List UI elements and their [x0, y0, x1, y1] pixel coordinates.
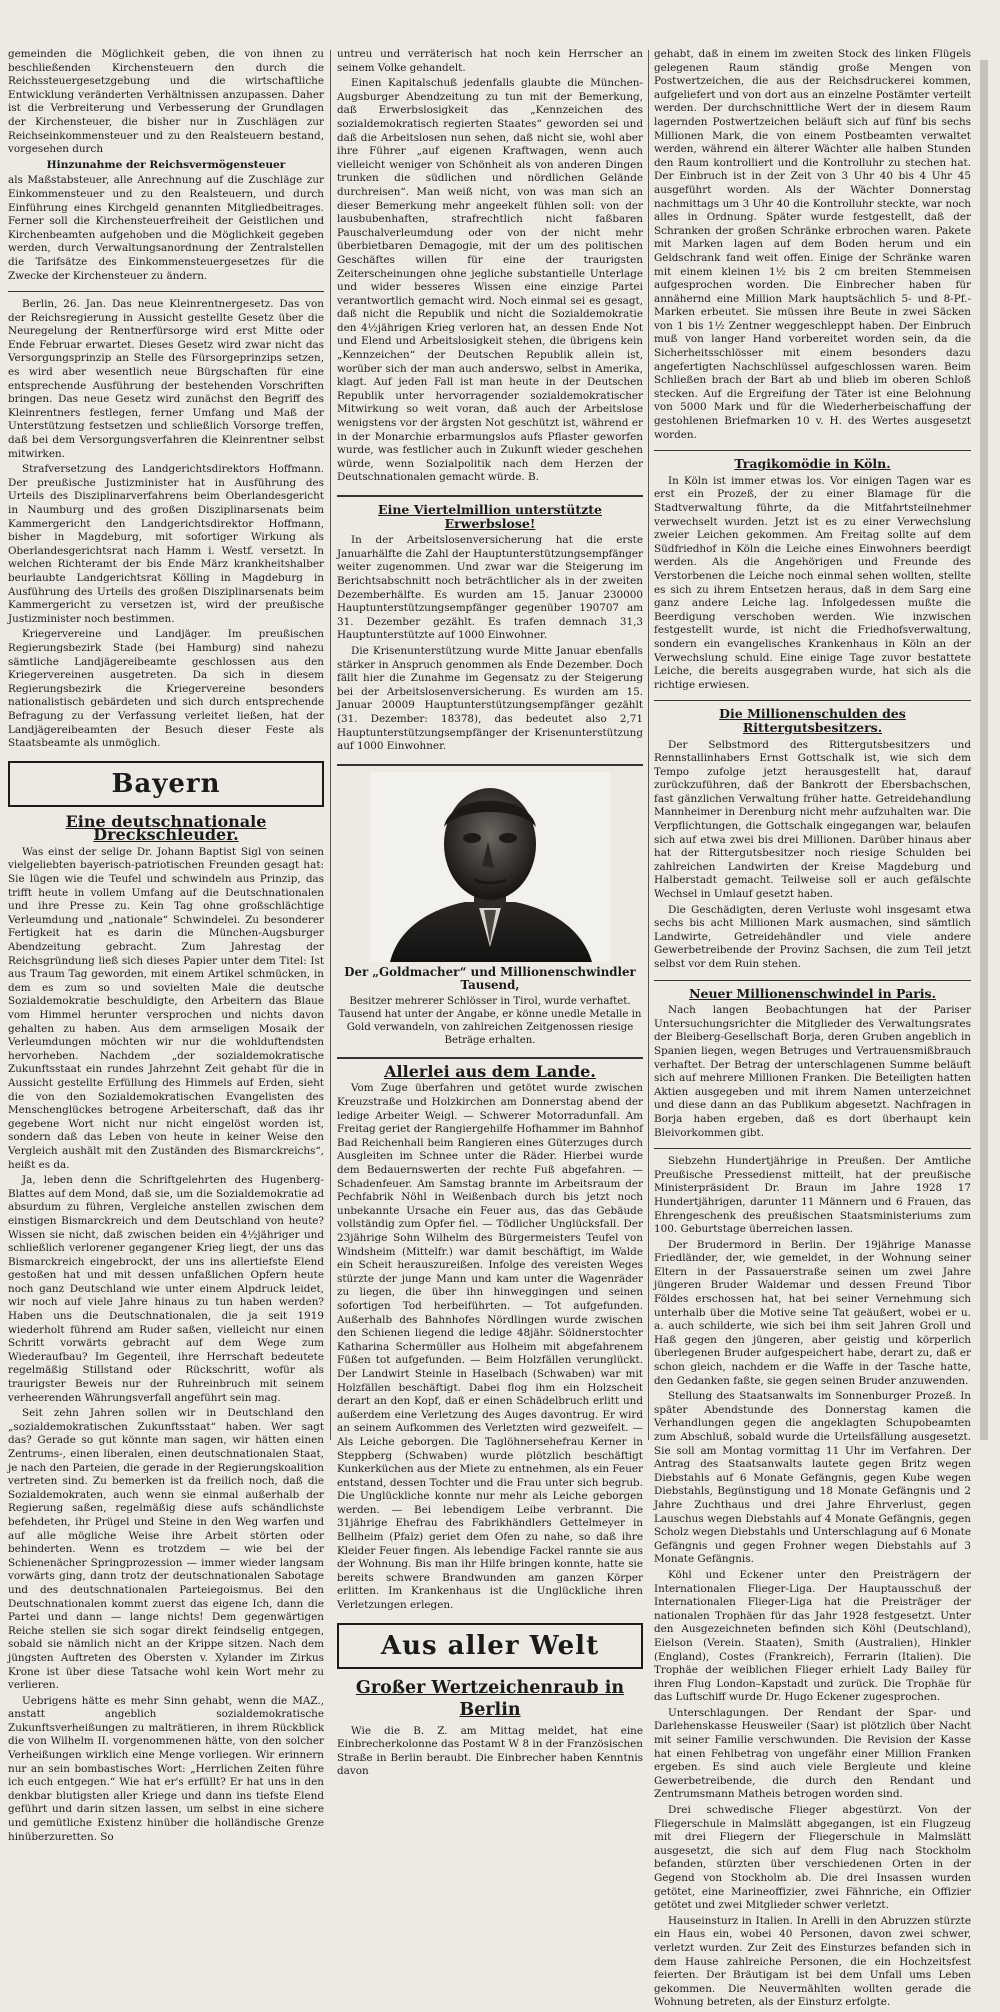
- article-text: Nach langen Beobachtungen hat der Pariser Untersuchungsrichter die Mitglieder des Verwaltungsrates der Bleiberg-Gesellschaft Borja, deren Gruben angeblich in Spanien liegen, wegen Betruges und Vertrauensmißbrauch verhaftet. Der Betrag der unterschlagenen Summe beläuft sich auf mehrere Millionen Franken. Die Beteiligten hatten Aktien ausgegeben und mit ihrem Namen unterzeichnet und diese dann an das Publikum abgesetzt. Nachfragen in Borja haben ergeben, daß es dort überhaupt kein Bleivorkommen gibt.: [654, 1004, 971, 1139]
- portrait-illustration: [370, 772, 610, 962]
- article-text: Die Krisenunterstützung wurde Mitte Januar ebenfalls stärker in Anspruch genommen als Ende Dezember. Doch fällt hier die Zunahme im Gegensatz zu der Steigerung bei der Arbeitslosenversicherung. Es wurden am 15. Januar 20009 Hauptunterstützungsempfänger gezählt (31. Dezember: 18378), das bedeutet also 2,71 Hauptunterstützungsempfänger der Krisenunterstützung auf 1000 Einwohner.: [337, 644, 643, 753]
- article-text: Seit zehn Jahren sollen wir in Deutschland den „sozialdemokratischen Zukunftsstaat“ haben. Wer sagt das? Gerade so gut könnte man sagen, wir hätten einen Zentrums-, einen liberalen, einen deutschnationalen Staat, je nach den Parteien, die gerade in der Regierungskoalition vertreten sind. Zu bemerken ist da freilich noch, daß die Sozialdemokraten, auch wenn sie einmal außerhalb der Regierung saßen, regelmäßig diese aufs schändlichste befehdeten, ihr Prügel und Steine in den Weg warfen und auf alle mögliche Weise ihre Arbeit störten oder behinderten. Wenn es trotzdem — wie bei der Schienenächer Springprozession — immer wieder langsam vorwärts ging, dann trotz der deutschnationalen Sabotage und des deutschnationalen Parteiegoismus. Bei den Deutschnationalen kommt zuerst das eigene Ich, dann die Partei und dann — lange nichts! Dem gegenwärtigen Reiche stellen sie sich sogar direkt feindselig entgegen, sobald sie nämlich nicht an der Krippe sitzen. Nach dem jüngsten Auftreten des Obersten v. Xylander im Zirkus Krone ist über diese Tatsache wohl kein Wort mehr zu verlieren.: [8, 1407, 324, 1692]
- article-text: gehabt, daß in einem im zweiten Stock des linken Flügels gelegenen Raum ständig große Mengen von Postwertzeichen, die aus der Reichsdruckerei kommen, aufgeliefert und von dort aus an einzelne Postämter verteilt werden. Der durchschnittliche Wert der in diesem Raum lagernden Postwertzeichen beläuft sich auf fünf bis sechs Millionen Mark, die von einem Postbeamten verwaltet werden, während ein älterer Wächter alle halben Stunden den Raum kontrolliert und die Kontrolluhr zu stechen hat. Der Einbruch ist in der Zeit von 3 Uhr 40 bis 4 Uhr 45 ausgeführt worden. Als der Wächter Donnerstag nachmittags um 3 Uhr 40 die Kontrolluhr steckte, war noch alles in Ordnung. Später wurde festgestellt, daß der Schranken der großen Schränke erbrochen waren. Pakete mit Marken lagen auf dem Boden herum und ein Geldschrank fand weit offen. Einige der Schränke waren mit einem kleinen 1½ bis 2 cm breiten Stemmeisen aufgesprochen worden. Die Einbrecher haben für annähernd eine Million Mark hauptsächlich 5- und 8-Pf.-Marken erbeutet. Sie müssen ihre Beute in zwei Säcken von 1 bis 1½ Zentner weggeschleppt haben. Der Einbruch muß von langer Hand vorbereitet worden sein, da die Sicherheitsschlösser mit einem besonders dazu angefertigten Nachschlüssel aufgeschlossen waren. Beim Schließen brach der Bart ab und blieb im oberen Schloß stecken. Auf die Ergreifung der Täter ist eine Belohnung von 5000 Mark und für die Wiederherbeischaffung der gestohlenen Briefmarken 10 v. H. des Wertes ausgesetzt worden.: [654, 48, 971, 441]
- article-text: In der Arbeitslosenversicherung hat die erste Januarhälfte die Zahl der Hauptunterstützungsempfänger weiter zugenommen. Und zwar war die Steigerung im Berichtsabschnitt noch beträchtlicher als in der zweiten Dezemberhälfte. Es wurden am 15. Januar 230000 Hauptunterstützungsempfänger gegenüber 190707 am 31. Dezember gezählt. Es trafen demnach 31,3 Hauptunterstützte auf 1000 Einwohner.: [337, 534, 643, 642]
- article-text: Vom Zuge überfahren und getötet wurde zwischen Kreuzstraße und Holzkirchen am Donnerstag abend der ledige Arbeiter Weigl. — Schwerer Motorradunfall. Am Freitag geriet der Rangiergehilfe Hofhammer im Bahnhof Bad Reichenhall beim Rangieren eines Güterzuges durch Ausgleiten im Schnee unter die Räder. Hierbei wurde dem Bedauernswerten der rechte Fuß abgefahren. — Schadenfeuer. Am Samstag brannte im Arbeitsraum der Pechfabrik Nöhl in Weißenbach durch bis jetzt noch unbekannte Ursache ein Feuer aus, das das Gebäude vollständig zum Opfer fiel. — Tödlicher Unglücksfall. Der 23jährige Sohn Wilhelm des Bürgermeisters Teufel von Windsheim (Mittelfr.) war damit beschäftigt, im Walde ein Scheit herauszureißen. Infolge des vereisten Weges stürzte der junge Mann und kam unter die Wagenräder zu liegen, die über ihn hinweggingen und seinen sofortigen Tod herbeiführten. — Tot aufgefunden. Außerhalb des Bahnhofes Nördlingen wurde zwischen den Schienen liegend die ledige 48jähr. Söldnerstochter Katharina Schermüller aus Holheim mit abgefahrenem Füßen tot aufgefunden. — Beim Holzfällen verunglückt. Der Landwirt Steinle in Haselbach (Schwaben) war mit Holzfällen beschäftigt. Dabei flog ihm ein Holzscheit derart an den Kopf, daß er einen Schädelbruch erlitt und außerdem eine Verletzung des Auges davontrug. Er wird an seinem Aufkommen des Verletzten wird gezweifelt. — Als Leiche geborgen. Die Taglöhnersehefrau Kerner in Steppberg (Schwaben) wurde plötzlich beschäftigt Kunkerküchen aus der Miete zu entnehmen, als ein Feuer entstand, dessen Tochter und die Frau unter sich begrub. Die Unglückliche konnte nur mehr als Leiche geborgen werden. — Bei lebendigem Leibe verbrannt. Die 31jährige Ehefrau des Fabrikhändlers Gettelmeyer in Bellheim (Pfalz) geriet dem Ofen zu nahe, so daß ihre Kleider Feuer fingen. Als lebendige Fackel rannte sie aus der Wohnung. Bis man ihr Hilfe bringen konnte, hatte sie bereits schwere Brandwunden am ganzen Körper erlitten. Im Krankenhaus ist die Unglückliche ihren Verletzungen erlegen.: [337, 1082, 643, 1612]
- article-text: Uebrigens hätte es mehr Sinn gehabt, wenn die MAZ., anstatt angeblich sozialdemokratische Zukunftsverheißungen zu malträtieren, in ihrem Rückblick die von Wilhelm II. vorgenommenen hätte, von den solcher Verheißungen wirklich eine Menge vorliegen. Wir erinnern nur an sein bombastisches Wort: „Herrlichen Zeiten führe ich euch entgegen.“ Wie hat er's erfüllt? Er hat uns in den denkbar blutigsten aller Kriege und dann ins tiefste Elend geführt und darin sitzen lassen, um selbst in eine sichere und gemütliche Existenz hinüber die holländische Grenze hinüberzuretten. So: [8, 1694, 324, 1843]
- article-text: Der Brudermord in Berlin. Der 19jährige Manasse Friedländer, der, wie gemeldet, in der Wohnung seiner Eltern in der Passauerstraße seinen um zwei Jahre jüngeren Bruder Waldemar und dessen Freund Tibor Földes erschossen hat, hat bei seiner Vernehmung sich unterhalb über die Motive seine Tat geäußert, wobei er u. a. auch schilderte, wie sich bei ihm seit Jahren Groll und Haß gegen den jüngeren, aber geistig und körperlich überlegenen Bruder aufgespeichert habe, derart zu, daß er schon gleich, nachdem er die Waffe in der Tasche hatte, den Gedanken faßte, sie gegen seinen Bruder anzuwenden.: [654, 1238, 971, 1387]
- column-rule: [330, 50, 331, 1440]
- column-left: [8, 48, 324, 1846]
- article-text: Köhl und Eckener unter den Preisträgern der Internationalen Flieger-Liga. Der Hauptausschuß der Internationalen Flieger-Liga hat die Preisträger der nationalen Trophäen für das Jahr 1928 festgesetzt. Unter den Ausgezeichneten befinden sich Köhl (Deutschland), Eielson (Verein. Staaten), Smith (Australien), Hinkler (England), Costes (Frankreich), Ferrarin (Italien). Die Trophäe der weiblichen Flieger erhielt Lady Bailey für ihren Flug London–Kapstadt und zurück. Die Trophäe für das Luftschiff wurde Dr. Hugo Eckener zugesprochen.: [654, 1568, 971, 1704]
- divider: [654, 980, 971, 981]
- article-text: Hauseinsturz in Italien. In Arelli in den Abruzzen stürzte ein Haus ein, wobei 40 Personen, davon zwei schwer, verletzt wurden. Zur Zeit des Einsturzes befanden sich in dem Hause zahlreiche Personen, die ein Hochzeitsfest feierten. Der Bräutigam ist bei dem Unfall ums Leben gekommen. Die Neuvermählten wollten gerade die Wohnung betreten, als der Einsturz erfolgte.: [654, 1914, 971, 2009]
- article-text: Die Geschädigten, deren Verluste wohl insgesamt etwa sechs bis acht Millionen Mark ausmachen, sind sämtlich Landwirte, Getreidehändler und viele andere Gewerbetreibende der Provinz Sachsen, die zum Teil jetzt selbst vor dem Ruin stehen.: [654, 903, 971, 970]
- divider: [337, 1057, 643, 1059]
- article-text: Der Selbstmord des Rittergutsbesitzers und Rennstallinhabers Ernst Gottschalk ist, wie sich dem Tempo zufolge jetzt herausgestellt hat, darauf zurückzuführen, daß der Bankrott der Ebersbachschen, fast gänzlichen Verwaltung früher hatte. Getreidehandlung Mannheimer in Derenburg nicht mehr aufzuhalten war. Die Verpflichtungen, die Gottschalk eingegangen war, belaufen sich auf etwa zwei bis drei Millionen. Darüber hinaus aber hat der Rittergutsbesitzer noch riesige Schulden bei zahlreichen Landwirten der Kreise Magdeburg und Halberstadt gemacht. Teilweise soll er auch gefälschte Wechsel in Umlauf gesetzt haben.: [654, 738, 971, 901]
- article-headline: Allerlei aus dem Lande.: [384, 1061, 596, 1081]
- article-text: Berlin, 26. Jan. Das neue Kleinrentnergesetz. Das von der Reichsregierung in Aussicht gestellte Gesetz über die Neuregelung der Rentnerfürsorge wird erst Mitte oder Ende Februar erwartet. Dieses Gesetz wird zwar nicht das Versorgungsprinzip an Stelle des Fürsorgeprinzips setzen, es wird aber wesentlich neue Bürgschaften für eine entsprechende Ausführung der bestehenden Vorschriften bringen. Das neue Gesetz wird zunächst den Begriff des Kleinrentners festlegen, ferner Umfang und Maß der Unterstützung festsetzen und schließlich Vorsorge treffen, daß bei dem Versorgungsverfahren die Kleinrentner selbst mitwirken.: [8, 298, 324, 460]
- section-box-bayern: Bayern: [8, 761, 324, 807]
- column-middle: [337, 48, 643, 1781]
- portrait-photo: [370, 772, 610, 962]
- article-text: Drei schwedische Flieger abgestürzt. Von der Fliegerschule in Malmslätt abgegangen, ist ein Flugzeug mit drei Fliegern der Fliegerschule in Malmslätt ausgesetzt, die sich auf dem Flug nach Stockholm befanden, stürzten über verschiedenen Orten in der Gegend von Stockholm ab. Die drei Insassen wurden getötet, eine Marineoffizier, zwei Fähnriche, ein Offizier getötet und zwei Mitglieder schwer verletzt.: [654, 1804, 971, 1912]
- section-box-aus-aller-welt: Aus aller Welt: [337, 1623, 643, 1669]
- column-right: [654, 48, 971, 2012]
- photo-caption: Besitzer mehrerer Schlösser in Tirol, wurde verhaftet. Tausend hat unter der Angabe, er könne unedle Metalle in Gold verwandeln, von zahlreichen Zeitgenossen riesige Beträge erhalten.: [338, 995, 642, 1046]
- article-headline: Eine deutschnationale Dreckschleuder.: [65, 811, 267, 845]
- article-headline: Die Millionenschulden des Rittergutsbesitzers.: [719, 706, 906, 735]
- divider: [654, 700, 971, 701]
- divider: [654, 1148, 971, 1149]
- article-text: Unterschlagungen. Der Rendant der Spar- und Darlehenskasse Heusweiler (Saar) ist plötzlich über Nacht mit seiner Familie verschwunden. Die Revision der Kasse hat einen Fehlbetrag von ungefähr einer Million Franken ergeben. Es sind auch viele Bergleute und kleine Gewerbetreibende, die durch den Rendant und Zentrumsmann Matheis betrogen worden sind.: [654, 1706, 971, 1801]
- divider: [337, 495, 643, 497]
- article-text: Wie die B. Z. am Mittag meldet, hat eine Einbrecherkolonne das Postamt W 8 in der Französischen Straße in Berlin beraubt. Die Einbrecher haben Kenntnis davon: [337, 1724, 643, 1778]
- article-headline: Neuer Millionenschwindel in Paris.: [689, 985, 936, 1001]
- column-rule: [648, 50, 649, 1440]
- subheading: Hinzunahme der Reichsvermögensteuer: [46, 158, 286, 171]
- divider: [8, 291, 324, 292]
- article-text: als Maßstabsteuer, alle Anrechnung auf die Zuschläge zur Einkommensteuer und zu den Realsteuern, und durch Einführung eines Kirchgeld genannten Mitgliedbeitrages. Ferner soll die Kirchensteuerfreiheit der Geistlichen und Kirchenbeamten aufgehoben und die Möglichkeit gegeben werden, durch Verwaltungsanordnung der Zentralstellen die Tarifsätze des Einkommensteuergesetzes für die Zwecke der Kirchensteuer zu ändern.: [8, 174, 324, 282]
- article-text: Einen Kapitalschuß jedenfalls glaubte die München-Augsburger Abendzeitung zu tun mit der Bemerkung, daß Erwerbslosigkeit das „Kennzeichen des sozialdemokratisch regierten Staates“ geworden sei und daß die Arbeitslosen nun sehen, daß nicht sie, wohl aber ihre Führer „auf eigenen Kraftwagen, wenn auch vielleicht weniger von Schönheit als von anderen Dingen trunken die südlichen und nördlichen Gelände durchreisen“. Man weiß nicht, von was man sich an dieser Bemerkung mehr angeekelt fühlen soll: von der lausbubenhaften, strafrechtlich nicht faßbaren Pauschalverleumdung oder von der nicht mehr überbietbaren Demagogie, mit der um des politischen Geschäftes willen für eine der traurigsten Zeiterscheinungen ohne jegliche substantielle Unterlage und wider besseres Wissen eine einzige Partei verantwortlich gemacht wird. Noch einmal sei es gesagt, daß nicht die Republik und nicht die Sozialdemokratie den 4½jährigen Krieg verloren hat, an dessen Ende Not und Elend und Arbeitslosigkeit stehen, die übrigens kein „Kennzeichen“ der Deutschen Republik allein ist, worüber sich der man auch anderswo, selbst in Amerika, klagt. Auf jeden Fall ist man heute in der Deutschen Republik unter hervorragender sozialdemokratischer Mitwirkung so weit voran, daß auch der Arbeitslose wenigstens vor der ärgsten Not geschützt ist, während er in der Monarchie erbarmungslos aufs Pflaster geworfen wurde, was festlicher auch in Zukunft wieder geschehen würde, wenn Sozialpolitik nach dem Herzen der Deutschnationalen gemacht würde. B.: [337, 77, 643, 484]
- article-text: gemeinden die Möglichkeit geben, die von ihnen zu beschließenden Kirchensteuern den durch die Reichssteuergesetzgebung und die wirtschaftliche Entwicklung veränderten Verhältnissen anzupassen. Daher ist die Verbreiterung und Verbesserung der Grundlagen der Kirchensteuer, die bisher nur in Zuschlägen zur Reichseinkommensteuer und zu den Realsteuern bestand, vorgesehen durch: [8, 48, 324, 156]
- photo-caption-title: Der „Goldmacher“ und Millionenschwindler Tausend,: [344, 964, 636, 993]
- article-text: Kriegervereine und Landjäger. Im preußischen Regierungsbezirk Stade (bei Hamburg) sind nahezu sämtliche Landjägereibeamte geschlossen aus den Kriegervereinen ausgetreten. Da sich in diesem Regierungsbezirk die Kriegervereine besonders nationalistisch gebärdeten und sich durch entsprechende Befragung zu der Verfassung verleitet ließen, hat der Landjägereibeamten der Besuch dieser Feste als Staatsbeamte als unmöglich.: [8, 628, 324, 750]
- article-text: Strafversetzung des Landgerichtsdirektors Hoffmann. Der preußische Justizminister hat in Ausführung des Urteils des Disziplinarverfahrens beim Oberlandesgericht in Naumburg und des großen Disziplinarsenats beim Kammergericht den Landgerichtsdirektor Hoffmann, bisher in Magdeburg, mit sofortiger Wirkung als Oberlandesgerichtsrat nach Hamm i. Westf. versetzt. In welchen Richteramt der bis Ende März krankheitshalber beurlaubte Landgerichtsrat Kölling in Magdeburg in Ausführung des Urteils des großen Disziplinarsenats beim Kammergericht zu versetzen ist, wird der preußische Justizminister noch bestimmen.: [8, 463, 324, 625]
- divider: [337, 764, 643, 766]
- article-text: In Köln ist immer etwas los. Vor einigen Tagen war es erst ein Prozeß, der zu einer Blamage für die Stadtverwaltung führte, da die Mitfahrtsteilnehmer verwechselt wurden. Jetzt ist es zu einer Verwechslung zweier Leichen gekommen. Am Freitag sollte auf dem Südfriedhof in Köln die Leiche eines Einwohners beerdigt werden. Als die Angehörigen und Freunde des Verstorbenen die Leiche noch einmal sehen wollten, stellte es sich zu ihrem Entsetzen heraus, daß in dem Sarg eine ganz andere Leiche lag. Infolgedessen mußte die Beerdigung verschoben werden. Wie inzwischen festgestellt wurde, ist nicht die Friedhofsverwaltung, sondern ein evangelisches Krankenhaus in Köln an der Verwechslung schuld. Eine einige Tage zuvor bestattete Leiche, die bereits ausgegraben wurde, hat sich als die richtige erwiesen.: [654, 474, 971, 691]
- article-text: Stellung des Staatsanwalts im Sonnenburger Prozeß. In später Abendstunde des Donnerstag kamen die Verhandlungen gegen die angeklagten Schupobeamten zum Abschluß, sobald wurde die Urteilsfällung ausgesetzt. Sie soll am Montag vormittag 11 Uhr im Verfahren. Der Antrag des Staatsanwalts lautete gegen Britz wegen Diebstahls auf 6 Monate Gefängnis, gegen Kube wegen Diebstahls, Begünstigung und 18 Monate Gefängnis und 2 Jahre Zuchthaus und drei Jahre Ehrverlust, gegen Lauschus wegen Diebstahls auf 4 Monate Gefängnis, gegen Scholz wegen Diebstahls und Unterschlagung auf 6 Monate Gefängnis und gegen Frohner wegen Diebstahls auf 3 Monate Gefängnis.: [654, 1390, 971, 1566]
- article-text: untreu und verräterisch hat noch kein Herrscher an seinem Volke gehandelt.: [337, 48, 643, 74]
- page-edge-shadow: [980, 60, 988, 1440]
- divider: [654, 450, 971, 451]
- article-headline: Tragikomödie in Köln.: [734, 456, 891, 472]
- article-headline: Eine Viertelmillion unterstützte Erwerbslose!: [378, 502, 602, 531]
- article-text: Siebzehn Hundertjährige in Preußen. Der Amtliche Preußische Pressedienst mitteilt, hat der preußische Ministerpräsident Dr. Braun im Jahre 1928 17 Hundertjährigen, darunter 11 Männern und 6 Frauen, das Ehrengeschenk des preußischen Staatsministeriums zum 100. Geburtstage überreichen lassen.: [654, 1155, 971, 1236]
- article-text: Was einst der selige Dr. Johann Baptist Sigl von seinen vielgeliebten bayerisch-patriotischen Freunden gesagt hat: Sie lügen wie die Teufel und schwindeln aus Prinzip, das trifft heute in vollem Umfang auf die Deutschnationalen und ihre Presse zu. Kein Tag ohne großschlächtige Verleumdung und „nationale“ Schwindelei. Zu besonderer Fertigkeit hat es darin die München-Augsburger Abendzeitung gebracht. Zum Jahrestag der Reichsgründung ließ sich dieses Papier unter dem Titel: Ist aus Traum Tag geworden, mit einem Artikel schmücken, in dem es zum so und sovielten Male die deutsche Sozialdemokratie beschuldigte, den Arbeitern das Blaue vom Himmel herunter versprochen und nichts davon gehalten zu haben. Aus dem armseligen Mosaik der Verleumdungen möchten wir nur die wohlduftendsten hervorheben. Nachdem „der sozialdemokratische Zukunftsstaat ein rundes Jahrzehnt Zeit gehabt für die in Aussicht gestellte Erfüllung des Himmels auf Erden, sieht die von den Sozialdemokratischen Evangelisten des Menschenglückes betrogene Arbeiterschaft, daß das ihr gegebene Wort nicht nur nicht eingelöst worden ist, sondern daß das Leben von heute in keiner Weise den Vergleich aushält mit den Zuständen des Bismarckreichs“, heißt es da.: [8, 845, 324, 1171]
- article-headline: Großer Wertzeichenraub in Berlin: [355, 1677, 625, 1720]
- article-text: Ja, leben denn die Schriftgelehrten des Hugenberg-Blattes auf dem Mond, daß sie, um die Sozialdemokratie ad absurdum zu führen, Vergleiche anstellen zwischen dem einstigen Bismarckreich und dem Deutschland von heute? Wissen sie nicht, daß zwischen beiden ein 4½jähriger und schließlich verlorener gegangener Krieg liegt, der uns das Bismarckreich eingebrockt, der uns ins allertiefste Elend gestoßen hat und mit dessen unfaßlichen Opfern heute noch ganz Deutschland wie unter einem Alpdruck leidet, wir noch auf viele Jahre hinaus zu tun haben werden? Haben uns die Deutschnationalen, die ja seit 1919 wiederholt führend am Ruder saßen, vielleicht nur einen Schritt vorwärts gebracht auf dem Wege zum Wiederaufbau? Im Gegenteil, ihre Herrschaft bedeutete regelmäßig Stillstand oder Rückschritt, wofür als traurigster Beweis nur der Ruhreinbruch mit seinem verheerenden Währungsverfall angeführt sein mag.: [8, 1174, 324, 1404]
